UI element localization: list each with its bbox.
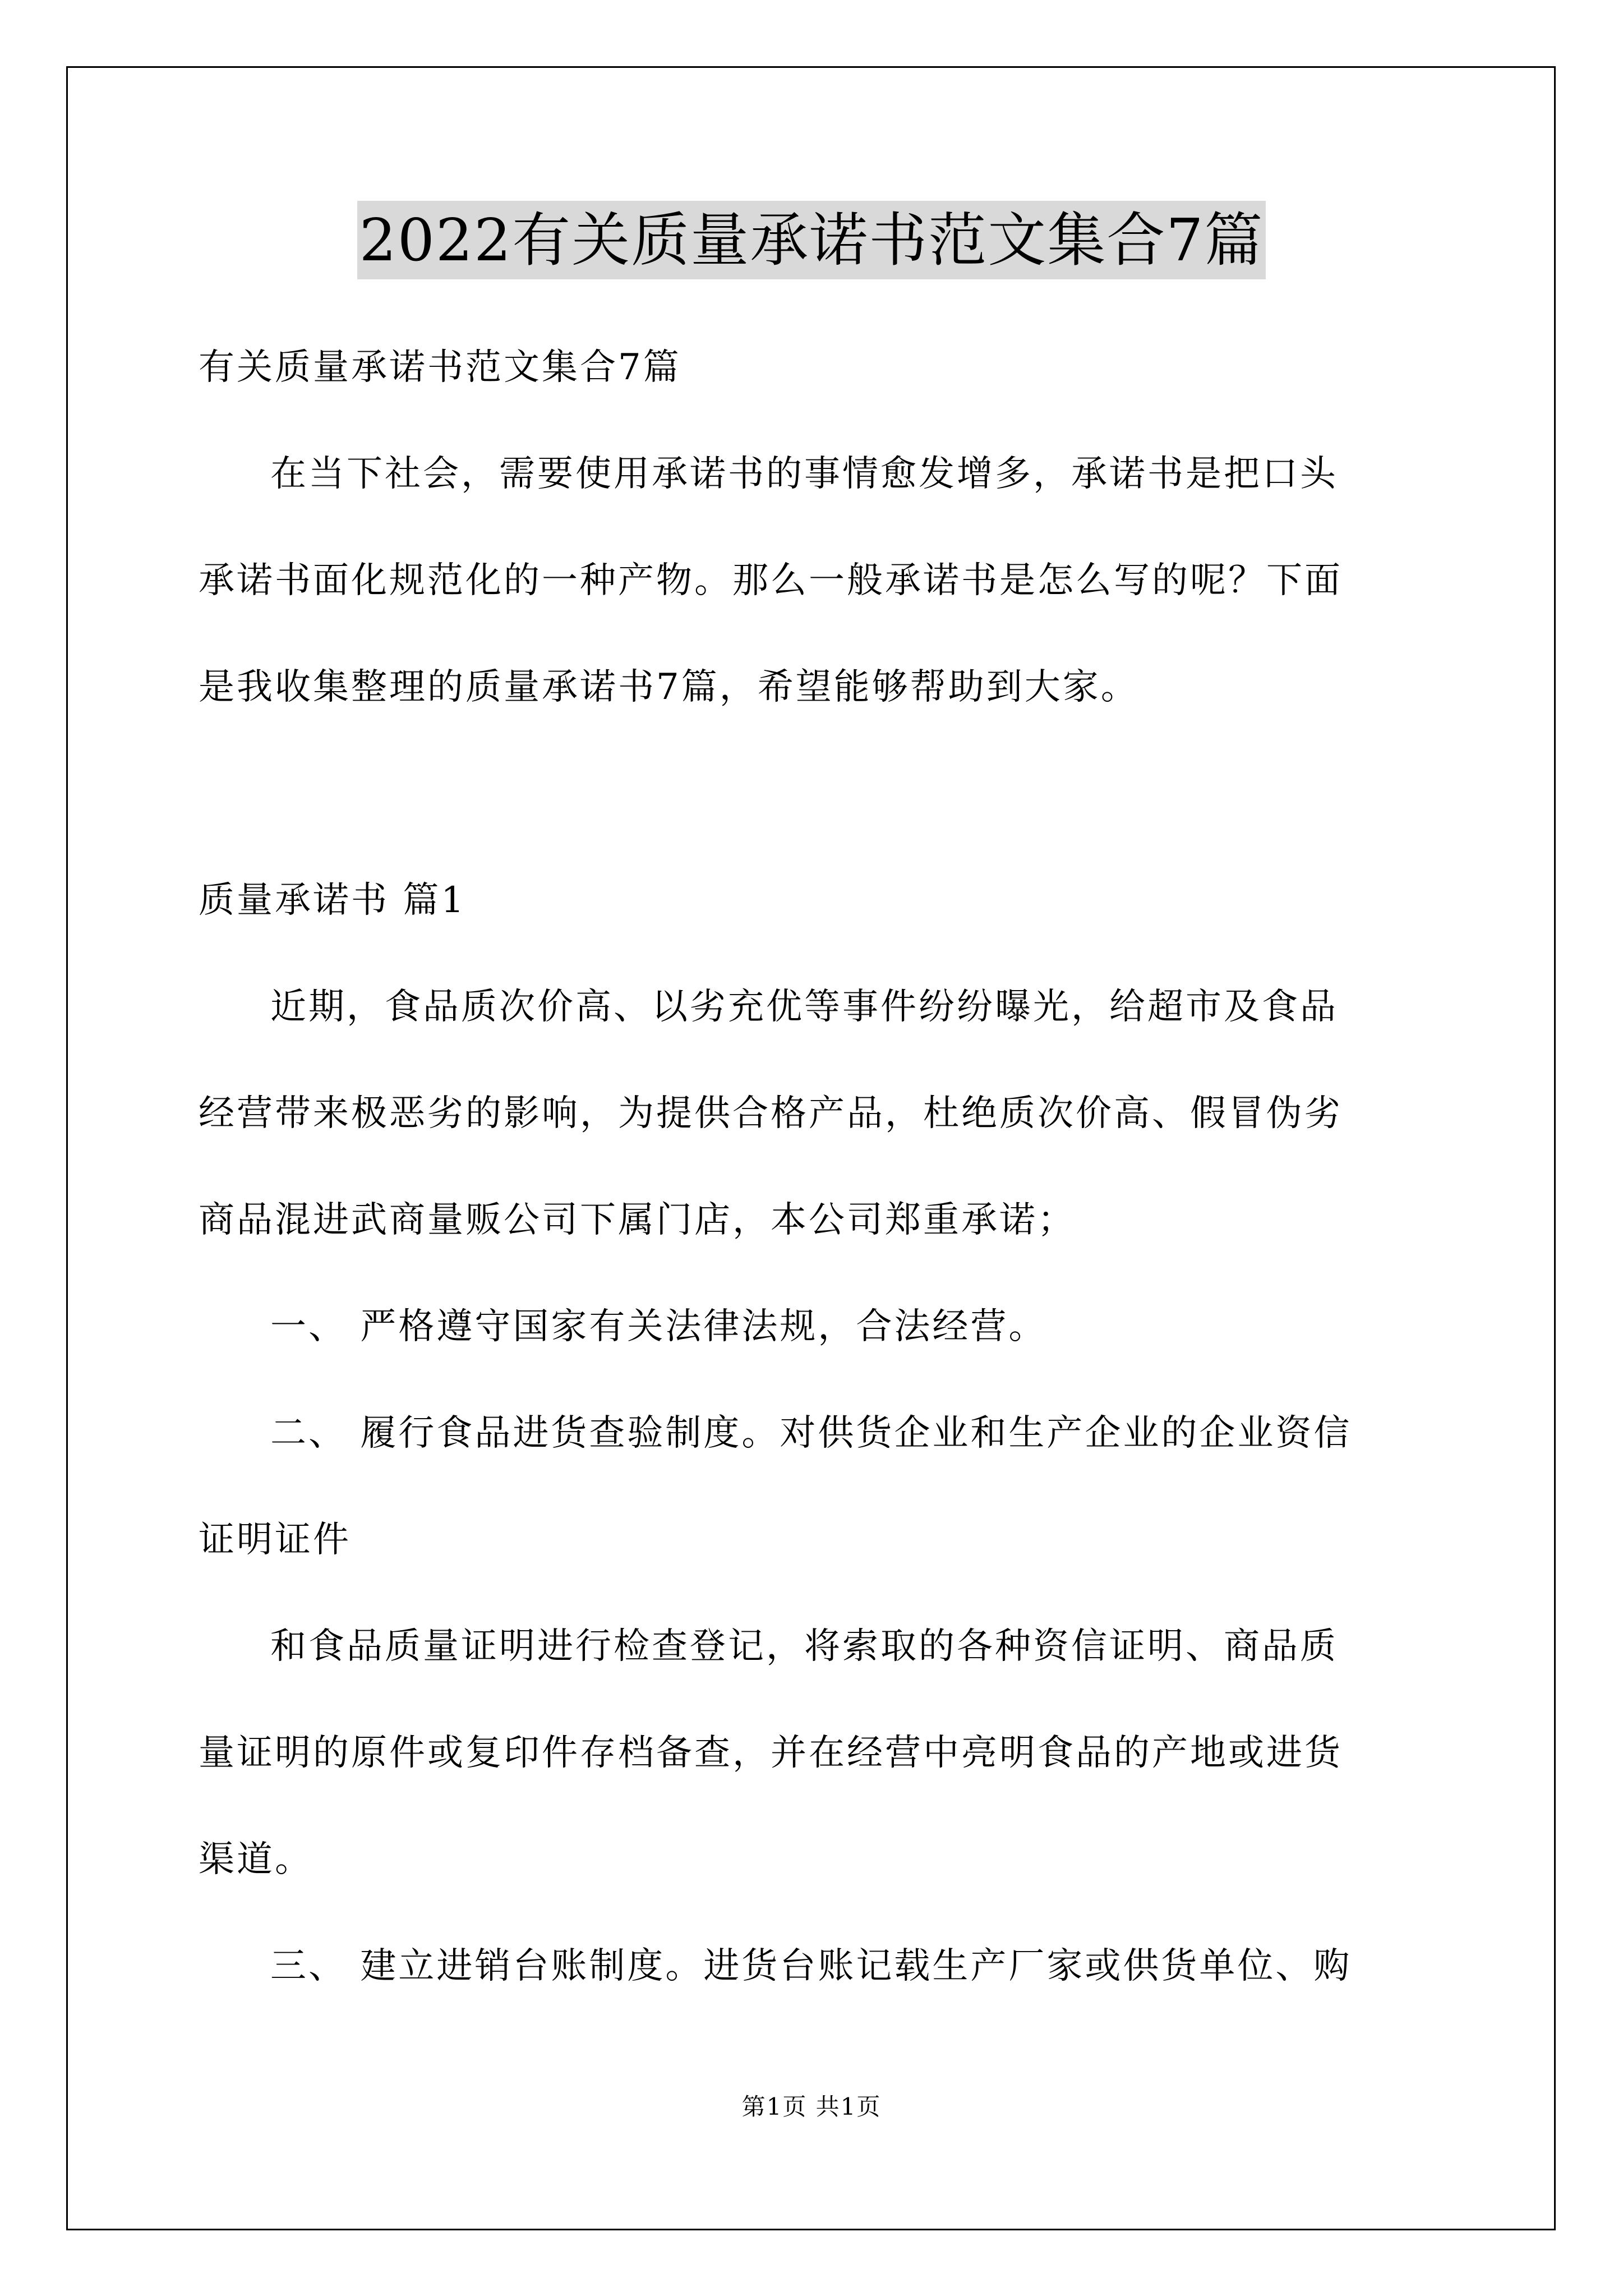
document-body [199, 314, 1424, 2019]
body-line: 经营带来极恶劣的影响，为提供合格产品，杜绝质次价高、假冒伪劣 [199, 1093, 1343, 1134]
document-title: 2022有关质量承诺书范文集合7篇 [357, 201, 1266, 279]
intro-line: 是我收集整理的质量承诺书7篇，希望能够帮助到大家。 [199, 666, 1139, 708]
intro-line: 在当下社会，需要使用承诺书的事情愈发增多，承诺书是把口头 [270, 453, 1338, 495]
body-line: 证明证件 [199, 1519, 351, 1561]
body-line: 一、 严格遵守国家有关法律法规，合法经营。 [270, 1306, 1047, 1347]
section-heading: 质量承诺书 篇1 [199, 880, 467, 921]
body-line: 渠道。 [199, 1839, 313, 1880]
document-subtitle: 有关质量承诺书范文集合7篇 [199, 347, 681, 388]
intro-line: 承诺书面化规范化的一种产物。那么一般承诺书是怎么写的呢？下面 [199, 560, 1343, 601]
body-line: 量证明的原件或复印件存档备查，并在经营中亮明食品的产地或进货 [199, 1732, 1343, 1774]
paragraph-gap [199, 740, 1424, 847]
body-line: 三、 建立进销台账制度。进货台账记载生产厂家或供货单位、购 [270, 1945, 1352, 1987]
body-line: 近期，食品质次价高、以劣充优等事件纷纷曝光，给超市及食品 [270, 986, 1338, 1028]
title-container [0, 201, 1623, 279]
body-line: 和食品质量证明进行检查登记，将索取的各种资信证明、商品质 [270, 1626, 1338, 1667]
page-footer: 第1页 共1页 [741, 2093, 882, 2120]
body-line: 商品混进武商量贩公司下属门店，本公司郑重承诺； [199, 1199, 1076, 1241]
body-line: 二、 履行食品进货查验制度。对供货企业和生产企业的企业资信 [270, 1412, 1352, 1454]
